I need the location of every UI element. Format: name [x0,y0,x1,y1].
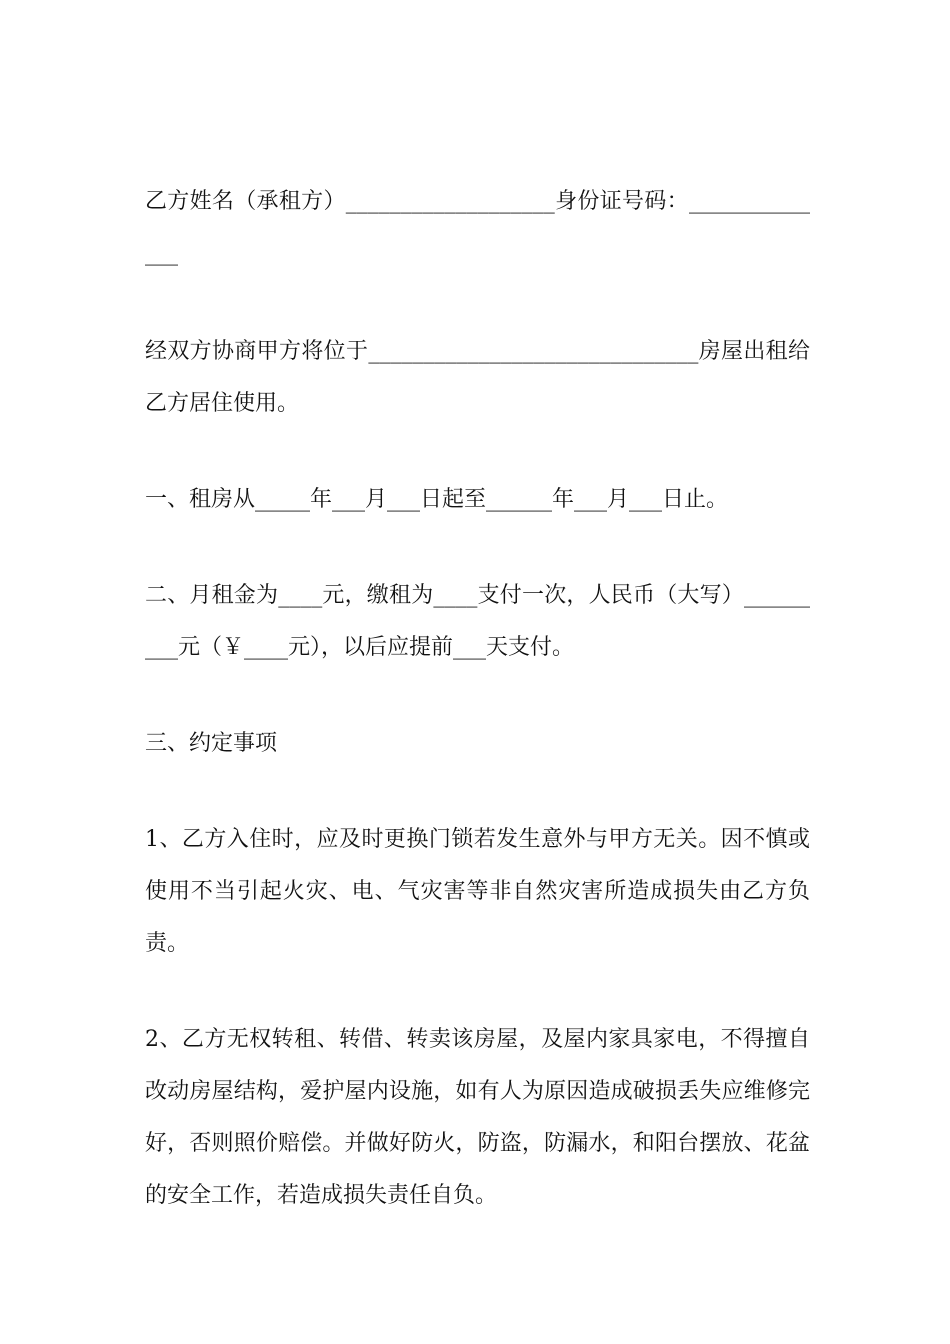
lease-term-line: 一、租房从_____年___月___日起至______年___月___日止。 [145,487,729,512]
rent-payment-line: 二、月租金为____元，缴租为____支付一次，人民币（大写）_________元（￥____元），以后应提前___天支付。 [145,583,810,660]
clause-1: 1、乙方入住时，应及时更换门锁若发生意外与甲方无关。因不慎或使用不当引起火灾、电、气灾害等非自然灾害所造成损失由乙方负责。 [145,827,810,956]
clause-2: 2、乙方无权转租、转借、转卖该房屋，及屋内家具家电，不得擅自改动房屋结构，爱护屋内设施，如有人为原因造成破损丢失应维修完好，否则照价赔偿。并做好防火，防盗，防漏水，和阳台摆放、花盆的安全工作，若造成损失责任自负。 [145,1027,810,1208]
property-location-line: 经双方协商甲方将位于______________________________房屋出租给乙方居住使用。 [145,339,810,416]
tenant-info-line: 乙方姓名（承租方）___________________身份证号码：______________ [145,189,810,266]
document-body [145,176,810,1222]
agreement-heading: 三、约定事项 [145,731,278,756]
